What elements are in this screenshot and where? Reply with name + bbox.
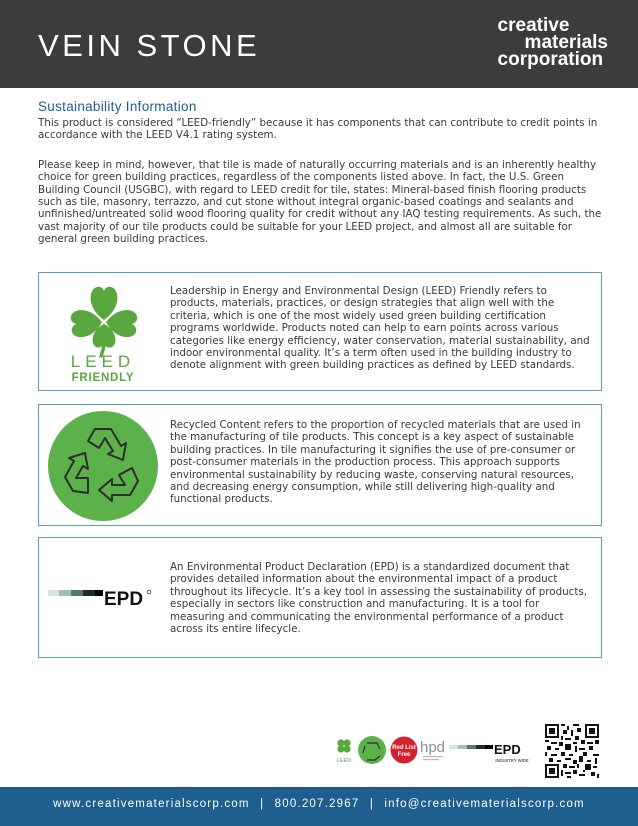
intro-paragraph: This product is considered “LEED-friendly” because it has components that can contribute to credit points in accordance with the LEED V4.1 rating system. [38,117,598,142]
section-title: Sustainability Information [38,99,197,114]
website-link[interactable]: www.creativematerialscorp.com [53,798,250,810]
epd-badge-sub: INDUSTRY WIDE [495,758,529,763]
page-footer [0,792,638,826]
footer-separator: | [260,798,265,810]
epd-description: An Environmental Product Declaration (EPD) is a standardized document that provides detailed information about the environmental impact of a product throughout its lifecycle. It’s a key tool in assessing the sustainability of products, especially in sectors like construction and manufacturing. It is a tool for measuring and communicating the environmental performance of a product across its entire lifecycle. [170,561,587,636]
recycle-icon [39,405,169,525]
qr-code[interactable] [545,724,599,778]
sustainability-section [38,99,602,246]
certification-badges [334,734,534,768]
epd-card [38,537,602,658]
product-name: VEIN STONE [38,28,261,63]
details-paragraph: Please keep in mind, however, that tile is made of naturally occurring materials and is an inherently healthy choice for green building practices, regardless of the components listed above. In fact, the U.S. Green Building Council (USGBC), with regard to LEED credit for tile, states: Mineral-based finish flooring products such as tile, masonry, terrazzo, and cut stone without integral organic-based coatings and sealants and unfinished/untreated solid wood flooring quality for credit without any IAQ testing requirements. As such, the vast majority of our tile products could be suitable for your LEED project, and almost all are suitable for general green building practices. [38,158,602,246]
leed-logo-line2: FRIENDLY [71,372,135,384]
hpd-icon [420,739,445,760]
logo-line-2: materials [524,32,608,53]
leed-small-icon [337,739,351,764]
recycled-content-card [38,404,602,526]
epd-industry-wide-icon [449,742,529,763]
epd-logo-icon [39,538,169,657]
page-header [0,0,638,88]
leed-card [38,272,602,391]
red-list-free-icon [391,737,418,764]
footer-separator: | [369,798,374,810]
hpd-label: hpd [420,739,446,756]
company-logo[interactable] [498,17,608,68]
logo-line-3: corporation [497,49,604,70]
phone-number[interactable]: 800.207.2967 [274,798,360,810]
leed-logo-line1: LEED [70,352,136,371]
leed-friendly-clover-icon [39,273,169,390]
red-list-label: Red List [392,745,416,751]
recycled-content-description: Recycled Content refers to the proportion of recycled materials that are used in the manufacturing of tile products. This concept is a key aspect of sustainable building practices. In tile manufacturing it signifies the use of pre-consumer or post-consumer materials in the production process. This approach supports environmental sustainability by reducing waste, conserving natural resources, and decreasing energy consumption, while still delivering high-quality and functional products. [170,419,581,506]
logo-line-1: creative [497,15,570,36]
leed-small-label: LEED [336,758,352,764]
leed-description: Leadership in Energy and Environmental Design (LEED) Friendly refers to products, materials, practices, or design strategies that align well with the criteria, which is one of the most widely used green building certification programs worldwide. Products noted can help to earn points across various categories like energy efficiency, water conservation, material sustainability, and indoor environmental quality. It’s a term often used in the building industry to denote alignment with green building practices as defined by LEED standards. [170,285,590,372]
epd-badge-label: EPD [494,742,521,757]
recycle-small-icon [358,736,386,764]
red-list-free-label: Free [397,752,411,758]
email-link[interactable]: info@creativematerialscorp.com [384,798,585,810]
epd-logo-text: EPD [104,589,144,610]
